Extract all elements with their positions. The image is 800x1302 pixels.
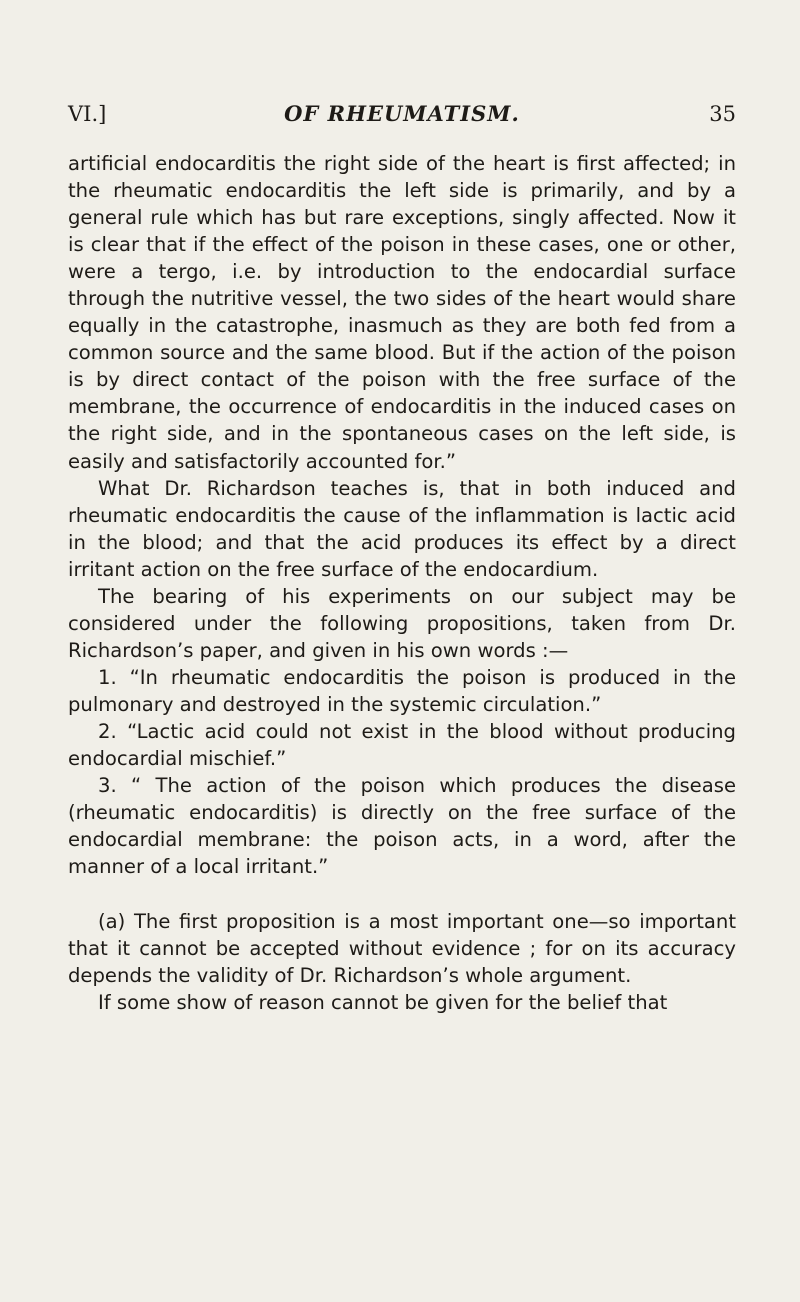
chapter-number: VI.] [68, 102, 107, 126]
paragraph-propositions-intro: The bearing of his experiments on our subject may be considered under the following propositions, taken from Dr. Richardson’s paper, and given in his own words :— [68, 584, 736, 662]
running-title: OF RHEUMATISM. [284, 101, 520, 126]
paragraph-first-proposition: (a) The first proposition is a most important one—so important that it cannot be accepted without evidence ; for on its accuracy depends the validity of Dr. Richardson’s whole argument. [68, 910, 736, 988]
paragraph-continuation: artificial endocarditis the right side of the heart is first affected; in the rheumatic endocarditis the left side is primarily, and by a general rule which has but rare exceptions, singly affected. Now it is clear that if the effect of the poison in these cases, one or other, were a tergo, i.e. by introduction to the endocardial surface through the nutritive vessel, the two sides of the heart would share equally in the catastrophe, inasmuch as they are both fed from a common source and the same blood. But if the action of the poison is by direct contact of the poison with the free surface of the membrane, the occurrence of endocarditis in the induced cases on the right side, and in the spontaneous cases on the left side, is easily and satisfactorily accounted for.” [68, 152, 736, 473]
paragraph-closing: If some show of reason cannot be given for the belief that [98, 991, 668, 1015]
paragraph-richardson-teaching: What Dr. Richardson teaches is, that in both induced and rheumatic endocarditis the cause of the inflammation is lactic acid in the blood; and that the acid produces its effect by a direct irritant action on the free surface of the endocardium. [68, 476, 736, 581]
page-number: 35 [709, 102, 736, 126]
proposition-2: 2. “Lactic acid could not exist in the blood without producing endocardial mischief.” [68, 719, 736, 771]
proposition-3: 3. “ The action of the poison which produces the disease (rheumatic endocarditis) is directly on the free surface of the endocardial membrane: the poison acts, in a word, after the manner of a local irritant.” [68, 774, 736, 879]
body-text [68, 150, 736, 1016]
section-gap [68, 880, 736, 908]
book-page [68, 97, 736, 1016]
running-header [68, 97, 736, 131]
proposition-1: 1. “In rheumatic endocarditis the poison is produced in the pulmonary and destroyed in the systemic circulation.” [68, 665, 736, 716]
